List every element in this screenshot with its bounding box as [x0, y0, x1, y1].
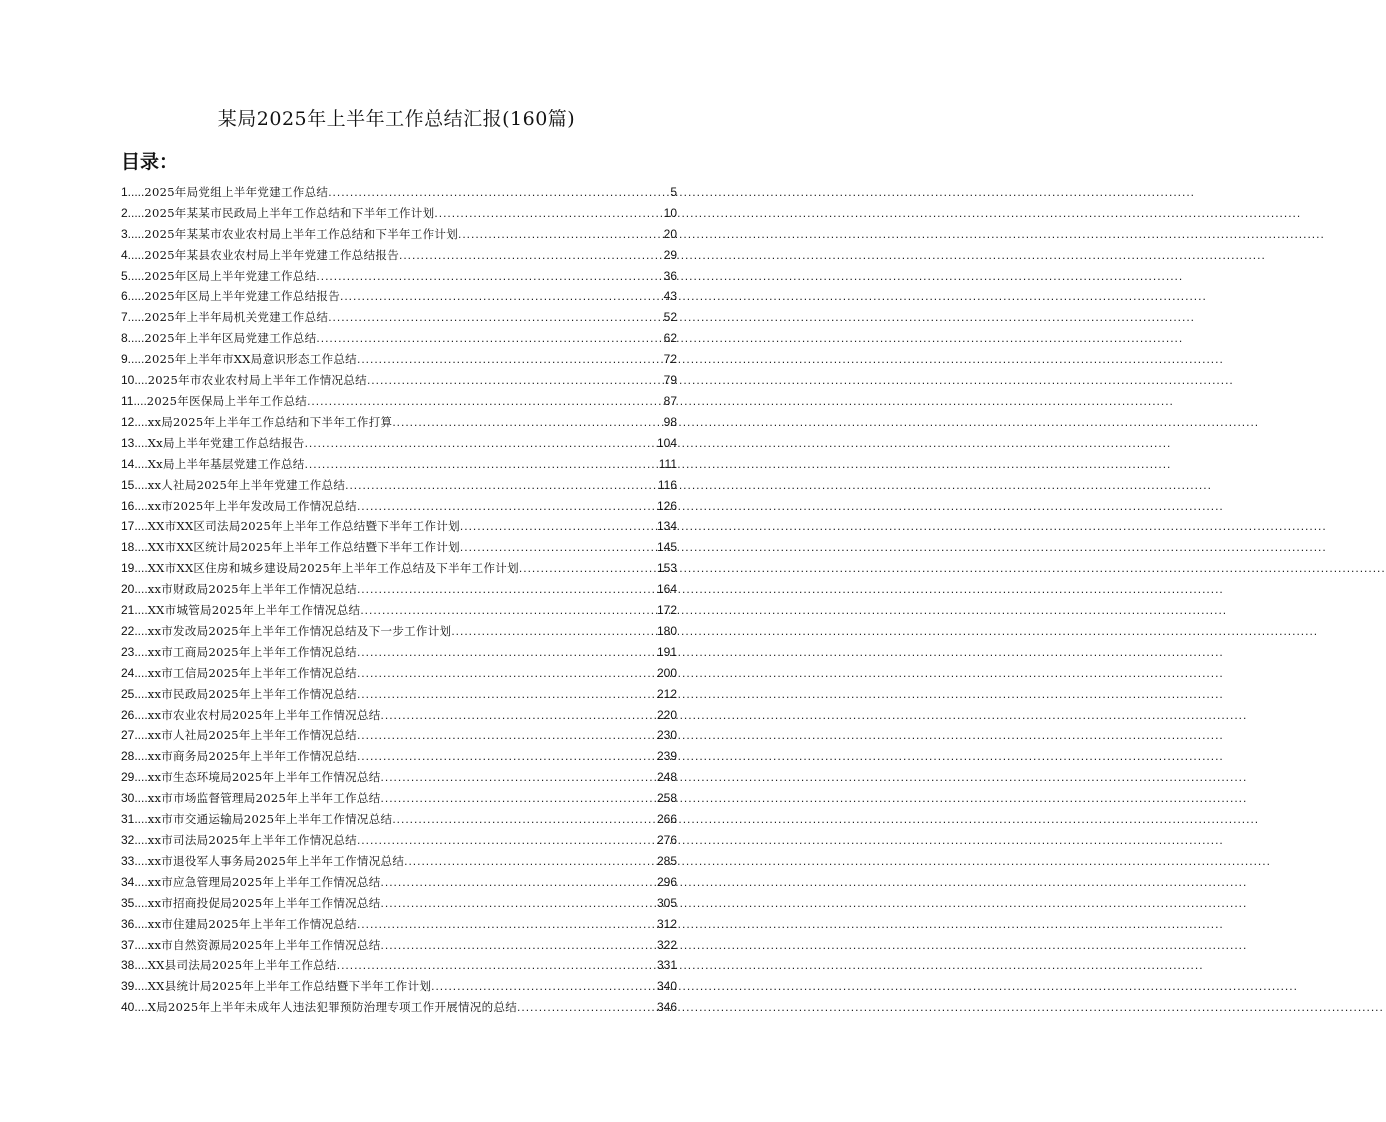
toc-entry[interactable] [121, 409, 677, 430]
toc-entry-page-number: 200 [656, 665, 677, 680]
toc-entry-number: 14.... [121, 456, 148, 471]
toc-entry-title: xx市司法局2025年上半年工作情况总结 [147, 833, 357, 847]
toc-entry-title: xx市财政局2025年上半年工作情况总结 [147, 582, 357, 597]
toc-entry-number: 1..... [121, 184, 145, 199]
toc-entry-number: 12.... [121, 414, 148, 429]
toc-entry-title: xx市招商投促局2025年上半年工作情况总结 [147, 895, 381, 910]
toc-dot-leader [337, 957, 656, 973]
toc-entry[interactable] [121, 597, 677, 618]
toc-entry-title: xx市市场监督管理局2025年上半年工作总结 [147, 791, 381, 806]
toc-dot-leader [357, 665, 656, 681]
toc-entry-page-number: 276 [656, 833, 677, 847]
toc-entry-page-number: 29 [663, 247, 677, 262]
toc-entry-title: xx市民政局2025年上半年工作情况总结 [147, 686, 357, 701]
toc-entry-number: 13.... [121, 435, 148, 450]
toc-entry-number: 25.... [121, 686, 148, 701]
toc-entry[interactable] [121, 723, 677, 744]
toc-entry[interactable] [121, 869, 677, 890]
toc-entry-title: xx市农业农村局2025年上半年工作情况总结 [147, 707, 381, 722]
toc-dot-leader [357, 916, 656, 932]
toc-entry-page-number: 72 [663, 352, 677, 367]
toc-dot-leader [404, 853, 656, 869]
toc-entry-number: 15.... [121, 477, 148, 492]
toc-entry-number: 16.... [121, 498, 148, 513]
toc-entry-page-number: 36 [663, 268, 677, 283]
toc-dot-leader [399, 247, 663, 263]
toc-entry[interactable] [121, 973, 677, 994]
toc-entry-page-number: 52 [663, 310, 677, 325]
toc-entry[interactable] [121, 242, 677, 263]
toc-dot-leader [328, 184, 669, 200]
toc-entry[interactable] [121, 994, 677, 1015]
toc-entry-number: 22.... [121, 623, 148, 638]
toc-entry[interactable] [121, 785, 677, 806]
toc-dot-leader [367, 372, 663, 388]
toc-entry-page-number: 266 [656, 812, 677, 827]
toc-entry[interactable] [121, 346, 677, 367]
toc-entry-title: XX市XX区司法局2025年上半年工作总结暨下半年工作计划 [147, 519, 460, 534]
toc-entry[interactable] [121, 284, 677, 305]
toc-entry[interactable] [121, 702, 677, 723]
toc-entry-title: XX市城管局2025年上半年工作情况总结 [147, 603, 361, 618]
toc-entry-page-number: 126 [656, 498, 677, 513]
toc-heading: 目录： [121, 151, 179, 173]
toc-entry[interactable] [121, 660, 677, 681]
toc-entry[interactable] [121, 451, 677, 472]
toc-entry-number: 17.... [121, 519, 148, 534]
toc-entry-page-number: 20 [663, 226, 677, 241]
toc-entry[interactable] [121, 472, 677, 493]
toc-entry-number: 11.... [121, 393, 147, 408]
toc-dot-leader [381, 895, 656, 911]
toc-dot-leader [360, 602, 656, 618]
toc-dot-leader [381, 707, 656, 723]
toc-entry-title: xx市2025年上半年发改局工作情况总结 [147, 498, 357, 513]
toc-entry-number: 31.... [121, 812, 148, 827]
toc-entry-number: 32.... [121, 833, 148, 847]
toc-entry-number: 35.... [121, 895, 148, 910]
toc-dot-leader [357, 748, 656, 764]
toc-dot-leader [340, 288, 663, 304]
toc-entry-title: xx人社局2025年上半年党建工作总结 [147, 477, 346, 492]
toc-entry-title: 2025年某县农业农村局上半年党建工作总结报告 [144, 247, 400, 262]
toc-dot-leader [392, 811, 656, 827]
toc-entry-page-number: 62 [663, 331, 677, 346]
toc-dot-leader [357, 644, 656, 660]
table-of-contents [121, 179, 677, 1015]
toc-entry-page-number: 10 [663, 205, 677, 220]
toc-entry[interactable] [121, 827, 677, 848]
toc-entry-number: 33.... [121, 853, 148, 868]
toc-entry-title: xx市商务局2025年上半年工作情况总结 [147, 749, 357, 764]
toc-entry-title: xx市工商局2025年上半年工作情况总结 [147, 644, 357, 659]
toc-entry-title: X局2025年上半年未成年人违法犯罪预防治理专项工作开展情况的总结 [147, 1000, 518, 1015]
toc-entry-page-number: 346 [656, 1000, 677, 1015]
toc-entry-number: 34.... [121, 874, 148, 889]
toc-dot-leader [460, 518, 656, 534]
toc-entry-title: xx市工信局2025年上半年工作情况总结 [147, 665, 357, 680]
toc-dot-leader [431, 978, 656, 994]
toc-dot-leader [381, 874, 656, 890]
toc-entry[interactable] [121, 221, 677, 242]
toc-entry[interactable] [121, 367, 677, 388]
toc-dot-leader [316, 268, 662, 284]
toc-entry-page-number: 305 [656, 895, 677, 910]
toc-entry[interactable] [121, 430, 677, 451]
toc-entry-title: 2025年局党组上半年党建工作总结 [144, 184, 329, 199]
toc-entry-title: XX县统计局2025年上半年工作总结暨下半年工作计划 [147, 979, 432, 994]
toc-entry-title: 2025年医保局上半年工作总结 [146, 393, 308, 408]
toc-dot-leader [519, 560, 656, 576]
toc-entry-title: xx市住建局2025年上半年工作情况总结 [147, 916, 357, 931]
toc-entry[interactable] [121, 764, 677, 785]
toc-dot-leader [357, 686, 656, 702]
toc-entry-page-number: 164 [656, 582, 677, 597]
toc-entry-title: 2025年区局上半年党建工作总结 [144, 268, 317, 283]
toc-entry-page-number: 239 [656, 749, 677, 764]
toc-entry-page-number: 180 [656, 623, 677, 638]
toc-entry[interactable] [121, 848, 677, 869]
toc-entry-title: xx市应急管理局2025年上半年工作情况总结 [147, 874, 381, 889]
toc-entry-page-number: 258 [656, 791, 677, 806]
toc-entry[interactable] [121, 639, 677, 660]
toc-entry-page-number: 134 [656, 519, 677, 534]
toc-entry-page-number: 153 [656, 561, 677, 576]
document-title: 某局2025年上半年工作总结汇报(160篇) [217, 108, 576, 130]
toc-entry-title: 2025年上半年局机关党建工作总结 [144, 310, 329, 325]
toc-entry-page-number: 111 [658, 456, 677, 471]
toc-dot-leader [357, 832, 656, 848]
toc-entry-title: xx市自然资源局2025年上半年工作情况总结 [147, 937, 381, 952]
toc-entry-page-number: 191 [656, 644, 677, 659]
toc-entry-page-number: 116 [657, 477, 677, 492]
toc-entry-page-number: 98 [663, 414, 677, 429]
toc-entry-number: 5..... [121, 268, 145, 283]
toc-entry-page-number: 322 [656, 937, 677, 952]
toc-entry-number: 26.... [121, 707, 148, 722]
toc-entry-number: 37.... [121, 937, 148, 952]
toc-dot-leader [451, 623, 656, 639]
toc-entry-page-number: 212 [656, 686, 677, 701]
toc-entry[interactable] [121, 200, 677, 221]
toc-entry-number: 29.... [121, 770, 148, 785]
toc-entry-title: Xx局上半年党建工作总结报告 [147, 435, 305, 450]
toc-entry-number: 21.... [121, 603, 148, 618]
toc-entry-number: 3..... [121, 226, 145, 241]
toc-dot-leader [392, 414, 662, 430]
toc-dot-leader [381, 937, 656, 953]
toc-entry-page-number: 43 [663, 289, 677, 304]
toc-entry-number: 6..... [121, 289, 145, 304]
toc-entry-page-number: 248 [656, 770, 677, 785]
toc-dot-leader [328, 309, 662, 325]
toc-entry-number: 23.... [121, 644, 148, 659]
toc-entry-title: xx市发改局2025年上半年工作情况总结及下一步工作计划 [147, 623, 452, 638]
toc-entry[interactable] [121, 263, 677, 284]
toc-entry-title: 2025年上半年市XX局意识形态工作总结 [144, 352, 357, 367]
toc-entry-number: 39.... [121, 979, 148, 994]
toc-entry-title: 2025年某某市农业农村局上半年工作总结和下半年工作计划 [144, 226, 459, 241]
toc-entry-page-number: 87 [663, 393, 677, 408]
toc-entry-number: 2..... [121, 205, 145, 220]
toc-dot-leader [517, 999, 656, 1015]
toc-entry-title: xx市生态环境局2025年上半年工作情况总结 [147, 770, 381, 785]
toc-entry-number: 27.... [121, 728, 148, 743]
toc-entry-page-number: 172 [656, 603, 677, 618]
toc-entry[interactable] [121, 514, 677, 535]
toc-dot-leader [357, 727, 656, 743]
toc-entry-title: Xx局上半年基层党建工作总结 [147, 456, 305, 471]
toc-entry-title: XX市XX区统计局2025年上半年工作总结暨下半年工作计划 [147, 540, 460, 555]
toc-entry-number: 9..... [121, 352, 145, 367]
toc-entry-page-number: 331 [656, 958, 677, 973]
toc-entry[interactable] [121, 806, 677, 827]
toc-entry-number: 24.... [121, 665, 148, 680]
toc-entry-title: 2025年区局上半年党建工作总结报告 [144, 289, 341, 304]
toc-dot-leader [357, 581, 656, 597]
toc-dot-leader [345, 477, 657, 493]
toc-entry[interactable] [121, 618, 677, 639]
toc-entry-title: 2025年某某市民政局上半年工作总结和下半年工作计划 [144, 205, 435, 220]
toc-entry[interactable] [121, 681, 677, 702]
toc-entry-title: 2025年上半年区局党建工作总结 [144, 331, 317, 346]
toc-entry[interactable] [121, 555, 677, 576]
toc-entry[interactable] [121, 325, 677, 346]
toc-entry-page-number: 285 [656, 853, 677, 868]
toc-entry-number: 36.... [121, 916, 148, 931]
toc-entry-title: XX市XX区住房和城乡建设局2025年上半年工作总结及下半年工作计划 [147, 561, 519, 576]
toc-entry-title: xx市人社局2025年上半年工作情况总结 [147, 728, 357, 743]
toc-entry-number: 10.... [121, 373, 148, 388]
toc-entry-number: 30.... [121, 791, 148, 806]
toc-entry-title: 2025年市农业农村局上半年工作情况总结 [147, 373, 367, 388]
toc-entry-page-number: 145 [656, 540, 677, 555]
toc-dot-leader [458, 226, 663, 242]
toc-entry-page-number: 79 [663, 373, 677, 388]
toc-entry-number: 7..... [121, 310, 145, 325]
toc-dot-leader [357, 351, 663, 367]
toc-entry[interactable] [121, 890, 677, 911]
toc-entry-page-number: 220 [656, 707, 677, 722]
toc-entry-number: 38.... [121, 958, 148, 973]
toc-dot-leader [434, 205, 662, 221]
toc-entry-title: XX县司法局2025年上半年工作总结 [147, 958, 337, 973]
toc-entry-page-number: 340 [656, 979, 677, 994]
toc-dot-leader [460, 539, 656, 555]
toc-entry-page-number: 5 [670, 184, 677, 199]
toc-dot-leader [381, 790, 656, 806]
toc-entry[interactable] [121, 493, 677, 514]
toc-entry-title: xx市市交通运输局2025年上半年工作情况总结 [147, 812, 393, 827]
toc-entry[interactable] [121, 388, 677, 409]
toc-entry-number: 4..... [121, 247, 145, 262]
toc-entry-page-number: 312 [656, 916, 677, 931]
toc-entry-page-number: 296 [656, 874, 677, 889]
toc-dot-leader [316, 330, 662, 346]
toc-entry[interactable] [121, 743, 677, 764]
toc-entry-page-number: 230 [656, 728, 677, 743]
toc-dot-leader [307, 393, 663, 409]
toc-entry-number: 28.... [121, 749, 148, 764]
toc-entry-number: 8..... [121, 331, 145, 346]
toc-entry[interactable] [121, 179, 677, 200]
toc-entry-page-number: 104 [656, 435, 677, 450]
toc-dot-leader [305, 435, 656, 451]
toc-entry-title: xx市退役军人事务局2025年上半年工作情况总结 [147, 853, 405, 868]
toc-entry-number: 40.... [121, 1000, 148, 1015]
toc-dot-leader [357, 498, 656, 514]
toc-entry[interactable] [121, 932, 677, 953]
toc-entry[interactable] [121, 576, 677, 597]
toc-entry-number: 20.... [121, 582, 148, 597]
toc-entry[interactable] [121, 911, 677, 932]
toc-entry[interactable] [121, 534, 677, 555]
toc-entry-number: 18.... [121, 540, 148, 555]
toc-entry-title: xx局2025年上半年工作总结和下半年工作打算 [147, 414, 393, 429]
toc-entry[interactable] [121, 953, 677, 974]
toc-dot-leader [381, 769, 656, 785]
toc-entry[interactable] [121, 304, 677, 325]
toc-entry-number: 19.... [121, 561, 148, 576]
toc-dot-leader [305, 456, 658, 472]
